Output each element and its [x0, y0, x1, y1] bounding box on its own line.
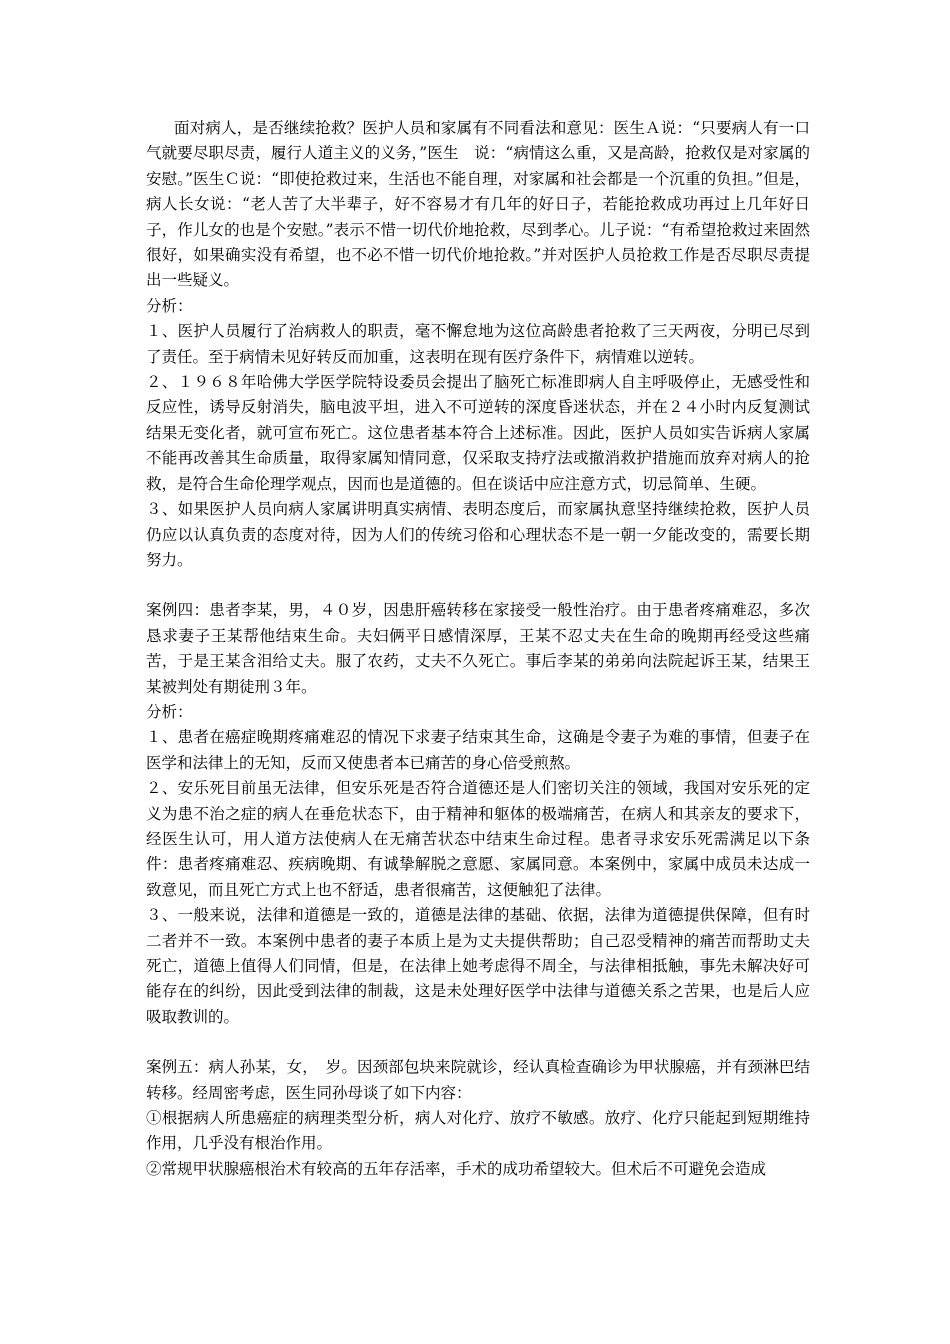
analysis-heading: 分析：: [146, 702, 193, 721]
analysis-heading: 分析：: [146, 296, 193, 315]
analysis-point: ３、一般来说，法律和道德是一致的，道德是法律的基础、依据，法律为道德提供保障，但有时二者并不一致。本案例中患者的妻子本质上是为丈夫提供帮助；自己忍受精神的痛苦而帮助丈夫死亡，道德上值得人们同情，但是，在法律上她考虑得不周全，与法律相抵触，事先未解决好可能存在的纠纷，因此受到法律的制裁，这是未处理好医学中法律与道德关系之苦果，也是后人应吸取教训的。: [146, 906, 810, 1026]
paragraph-spacer: [146, 573, 810, 598]
analysis-point: ２、１９６８年哈佛大学医学院特设委员会提出了脑死亡标准即病人自主呼吸停止，无感受性和反应性，诱导反射消失，脑电波平坦，进入不可逆转的深度昏迷状态，并在２４小时内反复测试结果无变化者，就可宣布死亡。这位患者基本符合上述标准。因此，医护人员如实告诉病人家属不能再改善其生命质量，取得家属知情同意，仅采取支持疗法或撤消救护措施而放弃对病人的抢救，是符合生命伦理学观点，因而也是道德的。但在谈话中应注意方式，切忌简单、生硬。: [146, 373, 810, 493]
intro-paragraph: 面对病人，是否继续抢救？医护人员和家属有不同看法和意见：医生Ａ说：“只要病人有一口气就要尽职尽责，履行人道主义的义务，”医生 说：“病情这么重，又是高龄，抢救仅是对家属的安慰。”医生Ｃ说：“即使抢救过来，生活也不能自理，对家属和社会都是一个沉重的负担。”但是，病人长女说：“老人苦了大半辈子，好不容易才有几年的好日子，若能抢救成功再过上几年好日子，作儿女的也是个安慰。”表示不惜一切代价地抢救，尽到孝心。儿子说：“有希望抢救过来固然很好，如果确实没有希望，也不必不惜一切代价地抢救。”并对医护人员抢救工作是否尽职尽责提出一些疑义。: [146, 119, 810, 290]
case-four-paragraph: 案例四：患者李某，男，４０岁，因患肝癌转移在家接受一般性治疗。由于患者疼痛难忍，多次恳求妻子王某帮他结束生命。夫妇俩平日感情深厚，王某不忍丈夫在生命的晚期再经受这些痛苦，于是王某含泪给丈夫。服了农药，丈夫不久死亡。事后李某的弟弟向法院起诉王某，结果王某被判处有期徒刑３年。: [146, 601, 810, 696]
analysis-point: １、患者在癌症晚期疼痛难忍的情况下求妻子结束其生命，这确是令妻子为难的事情，但妻子在医学和法律上的无知，反而又使患者本已痛苦的身心倍受煎熬。: [146, 728, 810, 772]
analysis-point: ３、如果医护人员向病人家属讲明真实病情、表明态度后，而家属执意坚持继续抢救，医护人员仍应以认真负责的态度对待，因为人们的传统习俗和心理状态不是一朝一夕能改变的，需要长期努力。: [146, 500, 810, 569]
case-five-item: ②常规甲状腺癌根治术有较高的五年存活率，手术的成功希望较大。但术后不可避免会造成: [146, 1159, 767, 1178]
paragraph-spacer: [146, 1030, 810, 1055]
case-five-item: ①根据病人所患癌症的病理类型分析，病人对化疗、放疗不敏感。放疗、化疗只能起到短期维持作用，几乎没有根治作用。: [146, 1109, 810, 1153]
case-five-paragraph: 案例五：病人孙某，女， 岁。因颈部包块来院就诊，经认真检查确诊为甲状腺癌，并有颈淋巴结转移。经周密考虑，医生同孙母谈了如下内容：: [146, 1058, 810, 1102]
analysis-point: １、医护人员履行了治病救人的职责，毫不懈怠地为这位高龄患者抢救了三天两夜，分明已尽到了责任。至于病情未见好转反而加重，这表明在现有医疗条件下，病情难以逆转。: [146, 322, 810, 366]
analysis-point: ２、安乐死目前虽无法律，但安乐死是否符合道德还是人们密切关注的领域，我国对安乐死的定义为患不治之症的病人在垂危状态下，由于精神和躯体的极端痛苦，在病人和其亲友的要求下，经医生认可，用人道方法使病人在无痛苦状态中结束生命过程。患者寻求安乐死需满足以下条件：患者疼痛难忍、疾病晚期、有诚挚解脱之意愿、家属同意。本案例中，家属中成员未达成一致意见，而且死亡方式上也不舒适，患者很痛苦，这便触犯了法律。: [146, 779, 810, 899]
